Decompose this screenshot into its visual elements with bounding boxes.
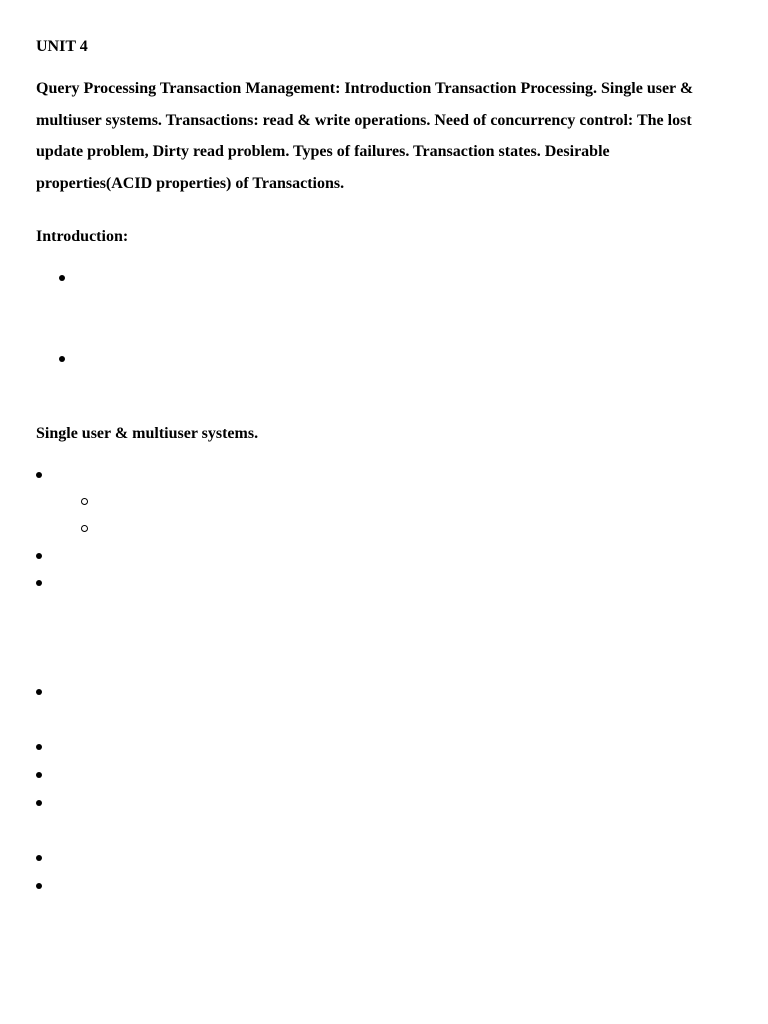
list-bullet — [36, 744, 42, 750]
section-heading-single-multiuser: Single user & multiuser systems. — [36, 425, 259, 442]
list-bullet — [59, 275, 65, 281]
section-heading-introduction: Introduction: — [36, 228, 129, 245]
list-bullet — [36, 689, 42, 695]
list-bullet — [36, 855, 42, 861]
sub-list-bullet — [81, 498, 88, 505]
sub-list-bullet — [81, 525, 88, 532]
list-bullet — [36, 472, 42, 478]
syllabus-paragraph: Query Processing Transaction Management: Introduction Transaction Processing. Single user & multiuser systems. Transactions: read & write operations. Need of concurrency control: The lost update problem, Dirty read problem. Types of failures. Transaction states. Desirable properties(ACID properties) of Transactions. — [36, 80, 694, 192]
list-bullet — [36, 772, 42, 778]
list-bullet — [36, 553, 42, 559]
unit-title: UNIT 4 — [36, 38, 88, 55]
list-bullet — [36, 580, 42, 586]
list-bullet — [36, 800, 42, 806]
list-bullet — [59, 356, 65, 362]
list-bullet — [36, 883, 42, 889]
